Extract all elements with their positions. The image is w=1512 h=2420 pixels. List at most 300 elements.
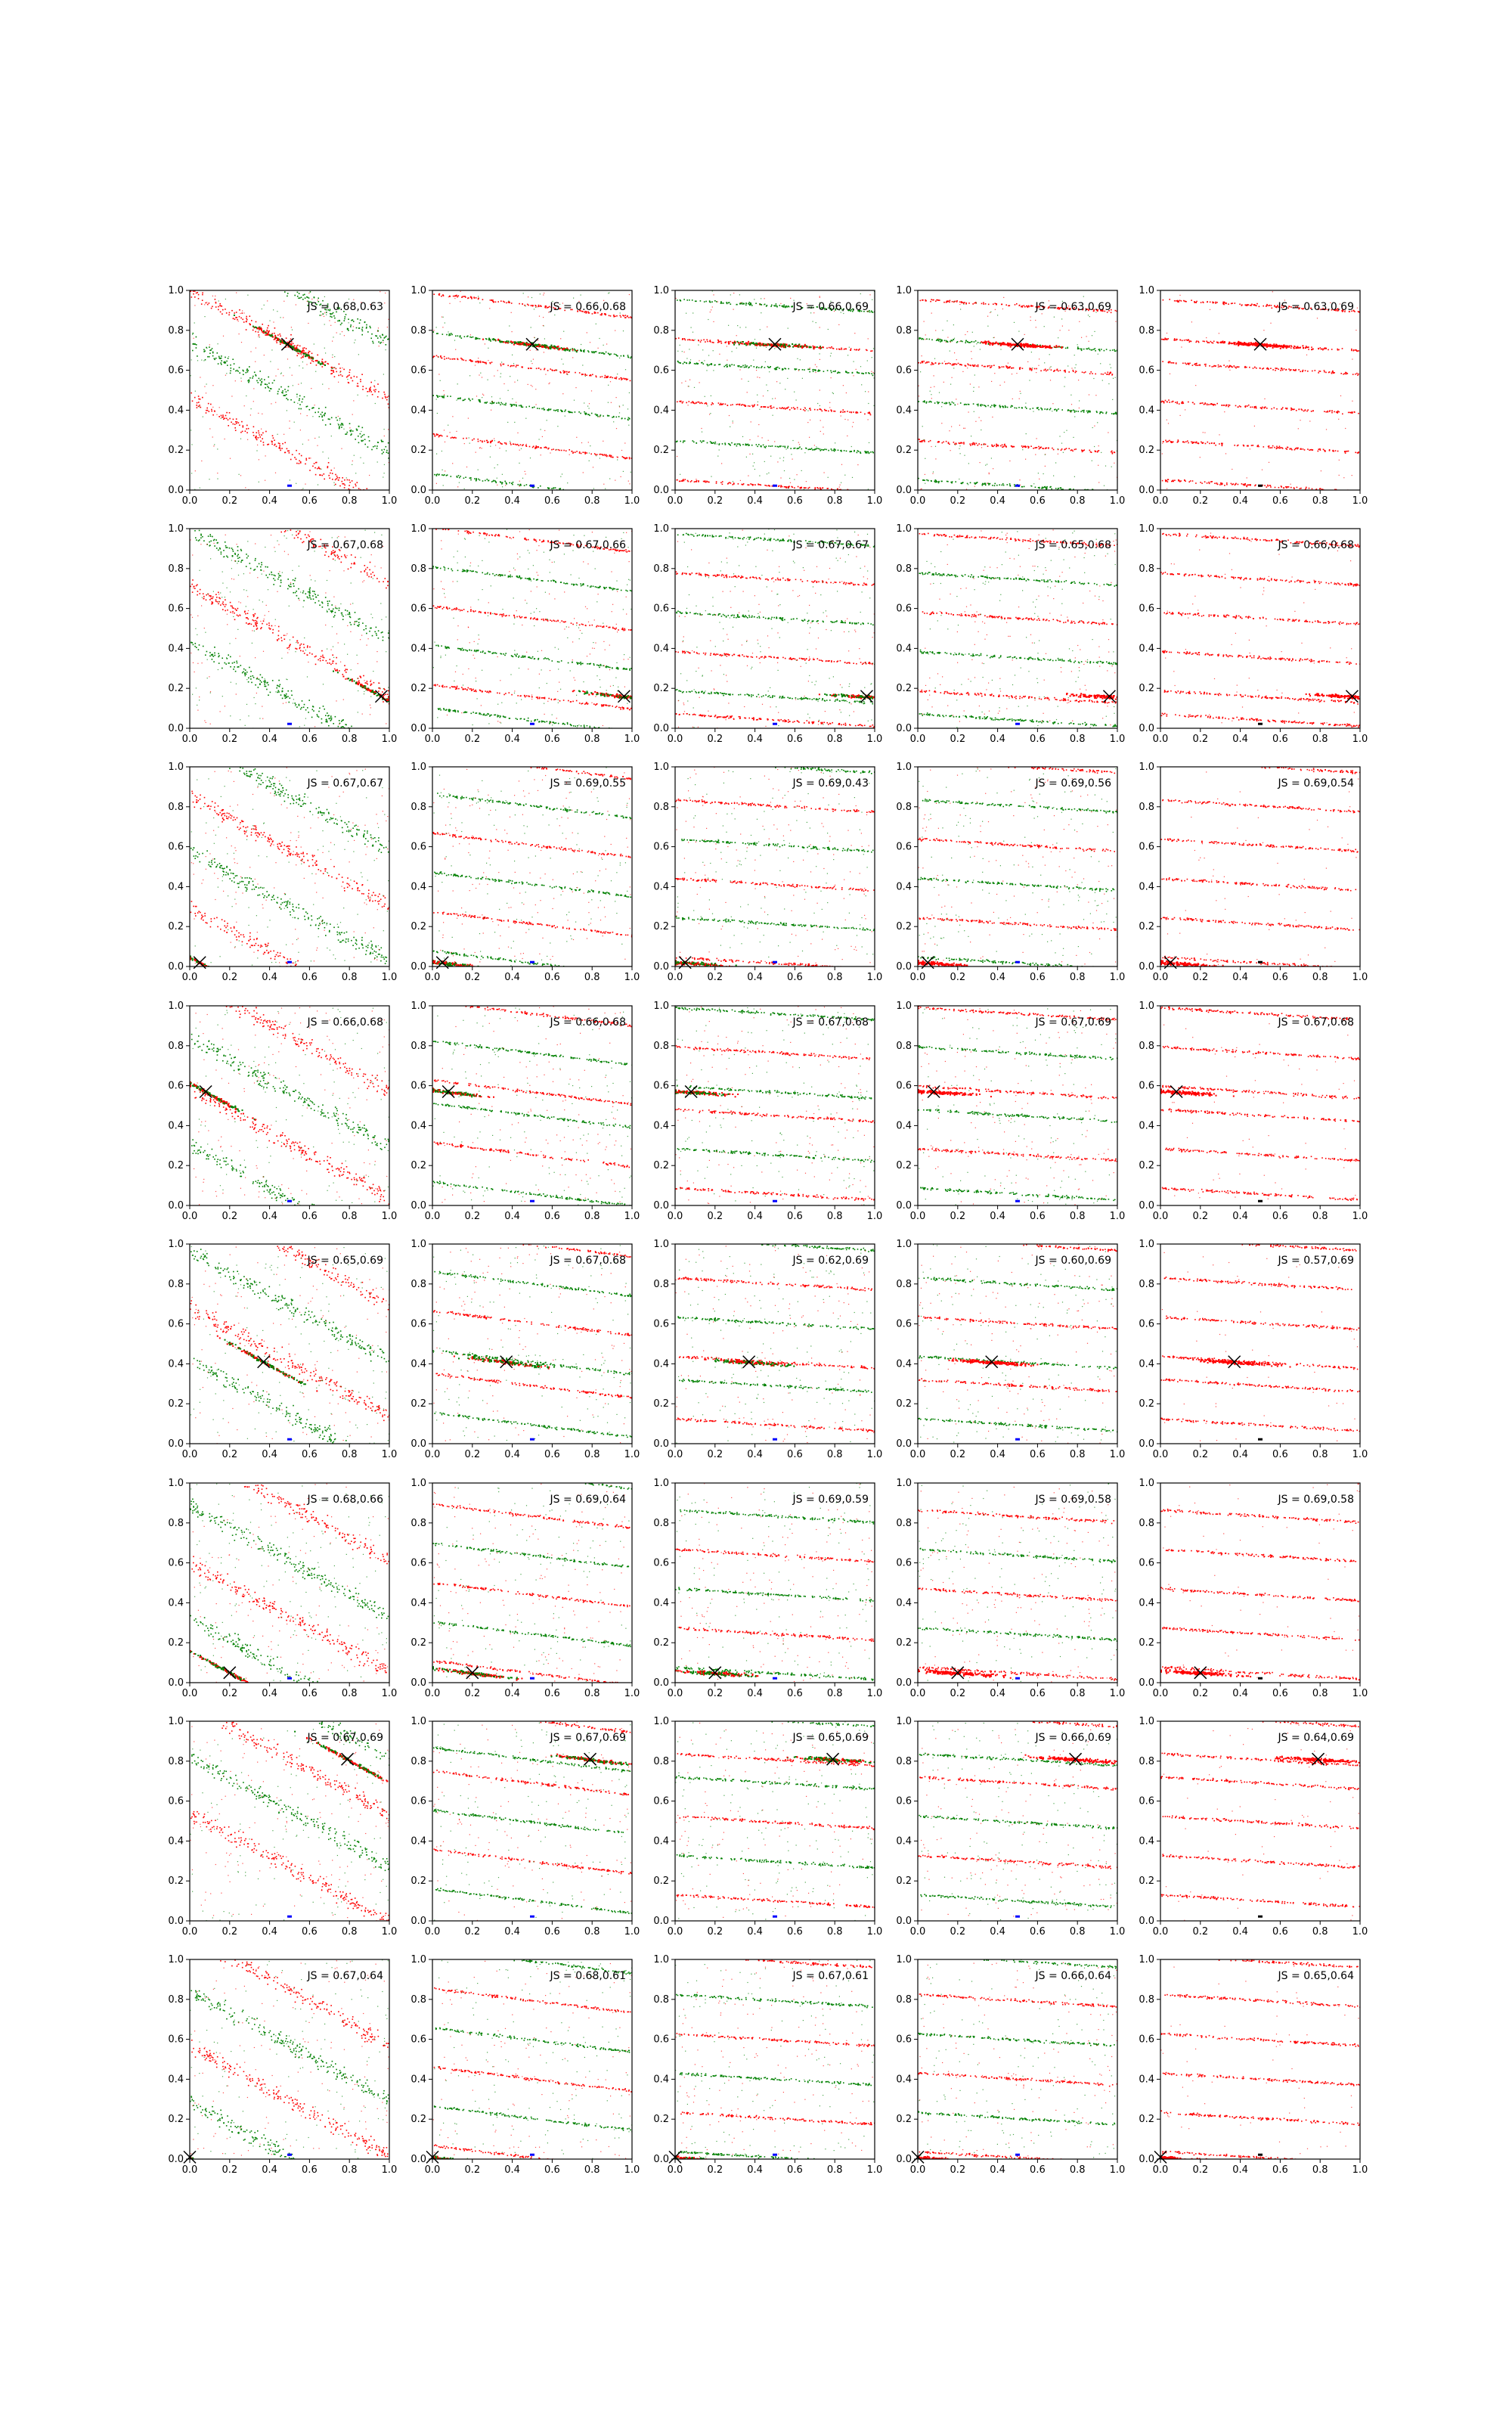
- y-tick-label: 0.4: [411, 1835, 426, 1847]
- x-tick-label: 0.6: [1272, 734, 1288, 745]
- reference-marker: [1258, 2154, 1263, 2156]
- point-cloud: [1160, 1721, 1362, 1921]
- js-annotation: JS = 0.69,0.64: [550, 1494, 627, 1506]
- scatter-panel-r3-c3: [653, 762, 882, 983]
- y-tick-label: 0.6: [896, 365, 912, 377]
- axes-frame: [918, 1721, 1117, 1921]
- x-tick-label: 1.0: [1352, 734, 1368, 745]
- x-tick-label: 0.2: [707, 734, 723, 745]
- y-tick-label: 0.0: [411, 1438, 426, 1450]
- x-tick-label: 0.8: [584, 495, 600, 507]
- x-tick-label: 0.6: [302, 1926, 318, 1938]
- x-tick-label: 1.0: [624, 1449, 640, 1460]
- scatter-panel-r1-c2: [411, 285, 640, 507]
- reference-marker: [530, 723, 534, 725]
- x-tick-label: 0.4: [747, 495, 763, 507]
- x-tick-label: 0.6: [302, 1449, 318, 1460]
- x-tick-label: 1.0: [1110, 1688, 1126, 1699]
- x-tick-label: 1.0: [867, 972, 883, 983]
- js-annotation: JS = 0.67,0.68: [307, 539, 383, 551]
- x-tick-label: 1.0: [867, 495, 883, 507]
- point-cloud: [191, 290, 391, 490]
- reference-marker: [773, 485, 777, 487]
- x-tick-label: 0.4: [504, 1449, 520, 1460]
- y-tick-label: 0.6: [1139, 1081, 1154, 1092]
- y-tick-label: 0.8: [411, 1518, 426, 1529]
- scatter-panel-r3-c5: [1139, 762, 1368, 983]
- reference-marker: [530, 961, 534, 963]
- y-tick-label: 0.6: [411, 365, 426, 377]
- y-tick-label: 0.4: [411, 1597, 426, 1609]
- scatter-panel-r7-c2: [411, 1716, 640, 1938]
- x-tick-label: 0.4: [990, 2164, 1005, 2176]
- y-tick-label: 0.6: [411, 1319, 426, 1330]
- x-tick-label: 0.4: [262, 972, 277, 983]
- point-cloud: [433, 1721, 634, 1921]
- x-tick-label: 0.6: [1030, 495, 1046, 507]
- y-tick-label: 0.0: [653, 1200, 669, 1212]
- x-tick-label: 0.0: [910, 1211, 926, 1222]
- x-tick-label: 0.4: [504, 1926, 520, 1938]
- x-tick-label: 0.2: [1192, 1449, 1208, 1460]
- x-tick-label: 0.0: [425, 972, 441, 983]
- x-tick-label: 0.6: [302, 495, 318, 507]
- reference-marker: [773, 2154, 777, 2156]
- y-tick-label: 0.8: [411, 325, 426, 337]
- reference-marker: [1258, 485, 1263, 487]
- x-tick-label: 0.6: [544, 1211, 560, 1222]
- scatter-panel-r4-c4: [896, 1001, 1125, 1222]
- y-tick-label: 0.8: [896, 1041, 912, 1052]
- x-tick-label: 0.0: [910, 734, 926, 745]
- point-cloud: [919, 1721, 1120, 1921]
- y-tick-label: 0.4: [411, 643, 426, 654]
- reference-marker: [773, 1677, 777, 1680]
- x-tick-label: 1.0: [624, 1211, 640, 1222]
- point-cloud: [918, 767, 1118, 968]
- x-tick-label: 0.8: [827, 1926, 843, 1938]
- x-tick-label: 0.4: [747, 2164, 763, 2176]
- x-tick-label: 0.0: [182, 1211, 198, 1222]
- x-tick-label: 0.4: [504, 2164, 520, 2176]
- reference-marker: [287, 2154, 292, 2156]
- js-annotation: JS = 0.64,0.69: [1278, 1732, 1354, 1744]
- y-tick-label: 0.0: [896, 1677, 912, 1689]
- x-tick-label: 0.2: [464, 1926, 480, 1938]
- x-tick-label: 1.0: [1110, 495, 1126, 507]
- reference-marker: [1258, 1438, 1263, 1441]
- x-tick-label: 0.6: [544, 1688, 560, 1699]
- reference-marker: [287, 1200, 292, 1202]
- y-tick-label: 0.2: [653, 1160, 669, 1171]
- reference-marker: [287, 1438, 292, 1441]
- x-tick-label: 0.0: [182, 734, 198, 745]
- x-tick-label: 0.4: [504, 972, 520, 983]
- y-tick-label: 1.0: [896, 523, 912, 535]
- js-annotation: JS = 0.66,0.68: [550, 301, 626, 313]
- scatter-panel-r7-c3: [653, 1716, 882, 1938]
- x-tick-label: 0.8: [342, 972, 358, 983]
- y-tick-label: 0.2: [653, 1398, 669, 1410]
- x-tick-label: 0.4: [504, 1688, 520, 1699]
- y-tick-label: 0.6: [168, 1081, 184, 1092]
- x-tick-label: 1.0: [1352, 1211, 1368, 1222]
- y-tick-label: 1.0: [411, 1001, 426, 1012]
- reference-marker: [530, 2154, 534, 2156]
- y-tick-label: 0.4: [1139, 405, 1154, 416]
- y-tick-label: 0.0: [653, 723, 669, 734]
- x-tick-label: 0.0: [910, 972, 926, 983]
- point-cloud: [432, 767, 633, 970]
- y-tick-label: 0.8: [168, 1041, 184, 1052]
- js-annotation: JS = 0.65,0.64: [1278, 1970, 1355, 1982]
- x-tick-label: 0.6: [1272, 1211, 1288, 1222]
- y-tick-label: 0.6: [411, 1558, 426, 1569]
- y-tick-label: 0.4: [168, 1835, 184, 1847]
- y-tick-label: 0.2: [1139, 1160, 1154, 1171]
- x-tick-label: 0.8: [827, 495, 843, 507]
- point-cloud: [432, 291, 633, 492]
- y-tick-label: 0.8: [1139, 325, 1154, 337]
- axes-frame: [190, 1006, 389, 1205]
- reference-marker: [1015, 961, 1020, 963]
- axes-frame: [432, 1959, 632, 2159]
- x-tick-label: 0.6: [787, 1211, 803, 1222]
- x-tick-label: 1.0: [867, 1211, 883, 1222]
- reference-marker: [287, 485, 292, 487]
- y-tick-label: 1.0: [411, 285, 426, 296]
- point-cloud: [918, 1483, 1119, 1683]
- x-tick-label: 0.0: [425, 495, 441, 507]
- y-tick-label: 0.0: [411, 723, 426, 734]
- point-cloud: [190, 1721, 391, 1922]
- axes-frame: [1160, 1483, 1360, 1683]
- y-tick-label: 0.4: [168, 1597, 184, 1609]
- scatter-panel-r5-c1: [168, 1239, 397, 1460]
- y-tick-label: 0.8: [411, 1041, 426, 1052]
- y-tick-label: 0.6: [653, 603, 669, 615]
- y-tick-label: 1.0: [168, 1716, 184, 1727]
- x-tick-label: 1.0: [382, 972, 398, 983]
- y-tick-label: 0.0: [1139, 723, 1154, 734]
- y-tick-label: 0.8: [653, 325, 669, 337]
- y-tick-label: 1.0: [896, 1239, 912, 1250]
- y-tick-label: 0.6: [168, 1319, 184, 1330]
- y-tick-label: 0.2: [411, 921, 426, 932]
- axes-frame: [432, 1483, 632, 1683]
- js-annotation: JS = 0.65,0.69: [792, 1732, 869, 1744]
- y-tick-label: 0.8: [411, 1994, 426, 2006]
- point-cloud: [190, 767, 390, 990]
- scatter-panel-r7-c1: [168, 1716, 397, 1938]
- x-tick-label: 0.4: [262, 734, 277, 745]
- reference-marker: [1015, 1438, 1020, 1441]
- x-tick-label: 0.4: [990, 495, 1005, 507]
- axes-frame: [918, 1006, 1117, 1205]
- y-tick-label: 1.0: [896, 762, 912, 773]
- y-tick-label: 1.0: [168, 1239, 184, 1250]
- y-tick-label: 1.0: [168, 1001, 184, 1012]
- x-tick-label: 0.2: [222, 495, 237, 507]
- x-tick-label: 0.2: [222, 972, 237, 983]
- js-annotation: JS = 0.67,0.69: [550, 1732, 626, 1744]
- x-tick-label: 0.4: [990, 972, 1005, 983]
- y-tick-label: 0.0: [1139, 2154, 1154, 2165]
- x-tick-label: 0.0: [910, 495, 926, 507]
- scatter-panel-r4-c1: [168, 1001, 397, 1222]
- y-tick-label: 0.6: [1139, 842, 1154, 853]
- js-annotation: JS = 0.67,0.67: [307, 777, 383, 790]
- x-marker: [200, 1086, 212, 1098]
- x-tick-label: 0.8: [1070, 495, 1086, 507]
- y-tick-label: 0.4: [168, 2074, 184, 2085]
- scatter-panel-r6-c4: [896, 1478, 1125, 1699]
- y-tick-label: 0.4: [653, 2074, 669, 2085]
- x-tick-label: 0.6: [544, 495, 560, 507]
- x-tick-label: 0.2: [707, 2164, 723, 2176]
- x-tick-label: 0.8: [342, 1688, 358, 1699]
- x-tick-label: 0.8: [1312, 734, 1328, 745]
- x-tick-label: 0.6: [1030, 972, 1046, 983]
- y-tick-label: 0.4: [896, 1835, 912, 1847]
- y-tick-label: 0.8: [168, 802, 184, 813]
- x-tick-label: 1.0: [1110, 1926, 1126, 1938]
- x-tick-label: 1.0: [1110, 734, 1126, 745]
- point-cloud: [432, 1244, 633, 1444]
- y-tick-label: 0.6: [1139, 365, 1154, 377]
- x-tick-label: 1.0: [382, 495, 398, 507]
- y-tick-label: 0.2: [168, 1398, 184, 1410]
- y-tick-label: 1.0: [896, 1954, 912, 1965]
- x-tick-label: 0.8: [1312, 1688, 1328, 1699]
- reference-marker: [530, 485, 534, 487]
- x-tick-label: 1.0: [1352, 495, 1368, 507]
- js-annotation: JS = 0.62,0.69: [792, 1255, 869, 1267]
- js-annotation: JS = 0.68,0.61: [550, 1970, 626, 1982]
- x-tick-label: 0.2: [950, 495, 965, 507]
- js-annotation: JS = 0.66,0.68: [1278, 539, 1354, 551]
- y-tick-label: 0.8: [168, 1756, 184, 1767]
- x-tick-label: 0.0: [182, 1926, 198, 1938]
- x-tick-label: 1.0: [624, 972, 640, 983]
- y-tick-label: 0.2: [411, 2114, 426, 2125]
- x-tick-label: 0.6: [1030, 1449, 1046, 1460]
- x-tick-label: 0.2: [222, 1449, 237, 1460]
- axes-frame: [918, 1483, 1117, 1683]
- y-tick-label: 0.2: [411, 1398, 426, 1410]
- y-tick-label: 0.2: [1139, 1637, 1154, 1649]
- y-tick-label: 0.4: [653, 1835, 669, 1847]
- x-tick-label: 1.0: [624, 1926, 640, 1938]
- y-tick-label: 0.4: [896, 1597, 912, 1609]
- y-tick-label: 0.8: [411, 1279, 426, 1290]
- x-tick-label: 0.8: [827, 1211, 843, 1222]
- scatter-panel-r1-c3: [653, 285, 882, 507]
- point-cloud: [918, 1244, 1118, 1444]
- point-cloud: [918, 296, 1118, 492]
- x-tick-label: 0.0: [425, 1926, 441, 1938]
- y-tick-label: 0.2: [411, 683, 426, 694]
- y-tick-label: 1.0: [1139, 762, 1154, 773]
- x-tick-label: 0.2: [1192, 2164, 1208, 2176]
- x-tick-label: 1.0: [382, 1449, 398, 1460]
- x-tick-label: 0.4: [504, 495, 520, 507]
- x-tick-label: 0.8: [1312, 2164, 1328, 2176]
- y-tick-label: 0.2: [1139, 1398, 1154, 1410]
- y-tick-label: 0.4: [411, 1120, 426, 1131]
- scatter-panel-r3-c2: [411, 762, 640, 983]
- y-tick-label: 0.6: [1139, 2034, 1154, 2046]
- x-tick-label: 0.0: [425, 734, 441, 745]
- x-tick-label: 0.6: [787, 495, 803, 507]
- x-tick-label: 0.8: [1070, 734, 1086, 745]
- y-tick-label: 0.6: [896, 2034, 912, 2046]
- y-tick-label: 0.8: [411, 802, 426, 813]
- scatter-panel-r6-c3: [653, 1478, 882, 1699]
- x-tick-label: 0.2: [1192, 1926, 1208, 1938]
- x-tick-label: 0.0: [910, 1926, 926, 1938]
- x-tick-label: 0.2: [1192, 1211, 1208, 1222]
- x-tick-label: 0.0: [668, 1926, 683, 1938]
- y-tick-label: 0.2: [168, 683, 184, 694]
- js-annotation: JS = 0.67,0.66: [550, 539, 627, 551]
- x-tick-label: 0.8: [827, 1688, 843, 1699]
- js-annotation: JS = 0.67,0.61: [792, 1970, 869, 1982]
- x-tick-label: 0.6: [302, 1688, 318, 1699]
- y-tick-label: 1.0: [411, 1954, 426, 1965]
- x-tick-label: 0.2: [464, 495, 480, 507]
- x-tick-label: 1.0: [382, 1211, 398, 1222]
- y-tick-label: 0.0: [411, 1200, 426, 1212]
- x-tick-label: 0.8: [827, 734, 843, 745]
- y-tick-label: 0.0: [653, 961, 669, 973]
- scatter-panel-r8-c2: [411, 1954, 640, 2176]
- axes-frame: [190, 1721, 389, 1921]
- x-tick-label: 0.2: [1192, 1688, 1208, 1699]
- y-tick-label: 0.6: [653, 1796, 669, 1807]
- point-cloud: [190, 529, 391, 729]
- reference-marker: [287, 723, 292, 725]
- reference-marker: [530, 1677, 534, 1680]
- y-tick-label: 1.0: [168, 285, 184, 296]
- y-tick-label: 0.6: [653, 1319, 669, 1330]
- y-tick-label: 0.8: [168, 1279, 184, 1290]
- js-annotation: JS = 0.60,0.69: [1035, 1255, 1111, 1267]
- y-tick-label: 0.8: [1139, 1756, 1154, 1767]
- y-tick-label: 0.4: [1139, 1597, 1154, 1609]
- y-tick-label: 0.6: [653, 1558, 669, 1569]
- y-tick-label: 1.0: [653, 523, 669, 535]
- y-tick-label: 0.2: [653, 2114, 669, 2125]
- point-cloud: [675, 290, 875, 491]
- x-tick-label: 0.6: [787, 972, 803, 983]
- point-cloud: [1160, 291, 1361, 491]
- point-cloud: [675, 1959, 876, 2162]
- x-tick-label: 1.0: [1110, 2164, 1126, 2176]
- scatter-panel-r5-c5: [1139, 1239, 1368, 1460]
- js-annotation: JS = 0.69,0.43: [792, 777, 869, 790]
- scatter-panel-r8-c3: [653, 1954, 882, 2176]
- point-cloud: [918, 1959, 1118, 2163]
- reference-marker: [287, 1677, 292, 1680]
- x-tick-label: 0.8: [1070, 1211, 1086, 1222]
- x-tick-label: 1.0: [867, 1449, 883, 1460]
- y-tick-label: 0.4: [411, 2074, 426, 2085]
- x-tick-label: 0.2: [222, 734, 237, 745]
- x-tick-label: 0.8: [1312, 1449, 1328, 1460]
- x-tick-label: 0.2: [1192, 972, 1208, 983]
- y-tick-label: 0.4: [411, 1358, 426, 1370]
- y-tick-label: 0.2: [411, 1876, 426, 1887]
- axes-frame: [675, 1006, 875, 1205]
- x-tick-label: 0.2: [222, 1211, 237, 1222]
- point-cloud: [1160, 1483, 1361, 1683]
- point-cloud: [190, 1246, 390, 1444]
- x-tick-label: 0.4: [504, 1211, 520, 1222]
- x-tick-label: 0.0: [1153, 495, 1169, 507]
- y-tick-label: 0.2: [411, 1160, 426, 1171]
- x-tick-label: 0.4: [747, 1926, 763, 1938]
- axes-frame: [918, 767, 1117, 966]
- point-cloud: [432, 529, 634, 730]
- js-annotation: JS = 0.66,0.69: [792, 301, 869, 313]
- y-tick-label: 0.6: [896, 603, 912, 615]
- y-tick-label: 0.8: [653, 563, 669, 575]
- x-tick-label: 1.0: [382, 734, 398, 745]
- x-tick-label: 0.8: [342, 1211, 358, 1222]
- y-tick-label: 0.6: [411, 1796, 426, 1807]
- x-tick-label: 0.2: [707, 1211, 723, 1222]
- y-tick-label: 0.0: [1139, 1677, 1154, 1689]
- x-tick-label: 0.2: [950, 2164, 965, 2176]
- scatter-panel-r8-c4: [896, 1954, 1125, 2176]
- y-tick-label: 0.6: [168, 1558, 184, 1569]
- x-tick-label: 0.6: [1272, 1688, 1288, 1699]
- y-tick-label: 0.4: [1139, 881, 1154, 892]
- x-tick-label: 0.4: [262, 1211, 277, 1222]
- y-tick-label: 0.6: [1139, 1319, 1154, 1330]
- x-tick-label: 0.4: [1232, 1211, 1248, 1222]
- x-tick-label: 0.8: [1070, 2164, 1086, 2176]
- x-tick-label: 1.0: [382, 2164, 398, 2176]
- scatter-panel-r8-c1: [168, 1954, 397, 2183]
- y-tick-label: 0.6: [896, 1558, 912, 1569]
- y-tick-label: 0.0: [1139, 1438, 1154, 1450]
- y-tick-label: 0.4: [896, 405, 912, 416]
- x-tick-label: 0.4: [747, 1211, 763, 1222]
- y-tick-label: 0.2: [168, 445, 184, 456]
- y-tick-label: 1.0: [168, 1954, 184, 1965]
- x-tick-label: 0.6: [544, 2164, 560, 2176]
- x-tick-label: 0.2: [1192, 495, 1208, 507]
- y-tick-label: 0.8: [1139, 1994, 1154, 2006]
- y-tick-label: 0.0: [896, 1200, 912, 1212]
- y-tick-label: 1.0: [1139, 1478, 1154, 1489]
- x-tick-label: 0.4: [262, 1449, 277, 1460]
- y-tick-label: 0.2: [168, 1160, 184, 1171]
- scatter-panel-r6-c5: [1139, 1478, 1368, 1699]
- x-tick-label: 1.0: [867, 1688, 883, 1699]
- y-tick-label: 0.4: [1139, 1835, 1154, 1847]
- y-tick-label: 0.0: [653, 1438, 669, 1450]
- y-tick-label: 0.4: [411, 881, 426, 892]
- y-tick-label: 0.4: [896, 2074, 912, 2085]
- x-tick-label: 0.8: [584, 972, 600, 983]
- axes-frame: [190, 290, 389, 490]
- x-tick-label: 0.8: [584, 2164, 600, 2176]
- y-tick-label: 0.8: [1139, 1041, 1154, 1052]
- x-tick-label: 0.6: [302, 972, 318, 983]
